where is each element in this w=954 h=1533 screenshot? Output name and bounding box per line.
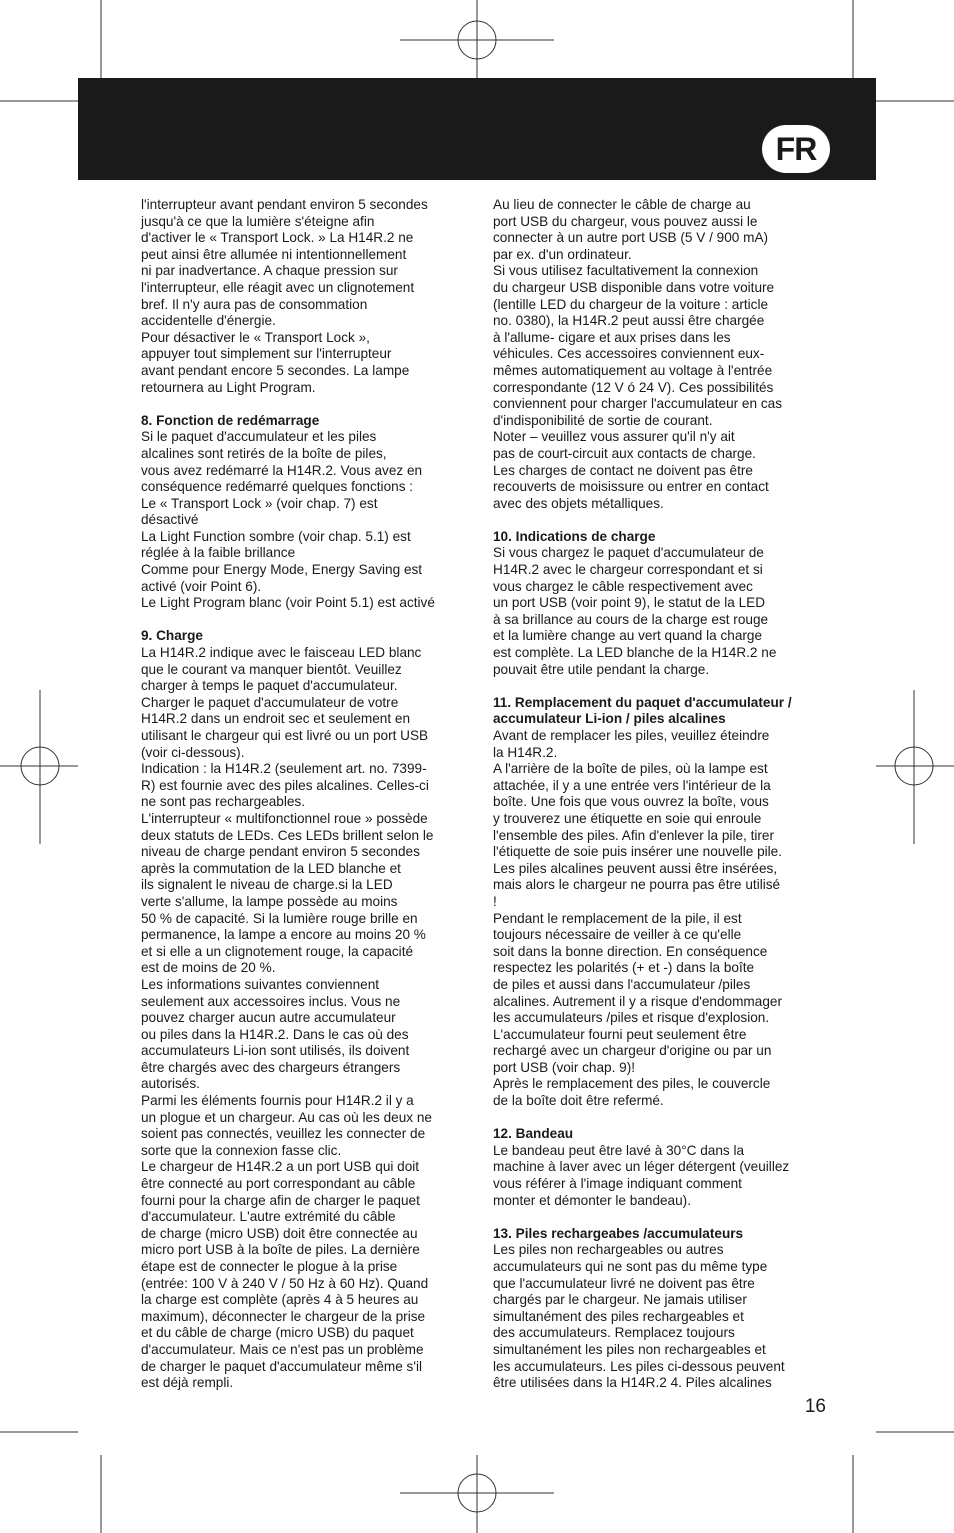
text-line: L'interrupteur « multifonctionnel roue » possède [141,810,428,826]
text-line: Les charges de contact ne doivent pas être [493,462,753,478]
text-line: accumulateurs Li-ion sont utilisés, ils doivent [141,1043,410,1059]
text-line: conviennent pour charger l'accumulateur en cas [493,396,782,412]
text-line: alcalines. Autrement il y a risque d'endommager [493,993,782,1009]
text-line: des accumulateurs. Remplacez toujours [493,1325,735,1341]
text-line: et la lumière change au vert quand la charge [493,628,763,644]
text-line: 11. Remplacement du paquet d'accumulateur / [493,694,792,710]
text-line: d'accumulateur. Mais ce n'est pas un problème [141,1341,424,1357]
text-line: monter et démonter le bandeau). [493,1192,691,1208]
text-line: niveau de charge pendant environ 5 secondes [141,844,420,860]
text-line: par ex. d'un ordinateur. [493,246,632,262]
text-line: maximum), déconnecter le chargeur de la prise [141,1308,426,1324]
text-line: accumulateurs qui ne sont pas du même type [493,1259,768,1274]
text-line: Pendant le remplacement de la pile, il est [493,910,742,926]
text-line: machine à laver avec un léger détergent (veuillez [493,1159,790,1175]
text-line: permanence, la lampe a encore au moins 20 % [141,927,426,943]
text-line: du chargeur USB disponible dans votre voiture [493,279,775,295]
text-line: d'accumulateur. L'autre extrémité du câble [141,1209,396,1225]
text-line: pouvez charger aucun autre accumulateur [141,1010,396,1026]
text-line: réglée à la faible brillance [141,545,296,561]
text-line: attachée, il y a une entrée vers l'intérieur de la [493,777,771,793]
text-line: accumulateur Li-ion / piles alcalines [493,711,726,727]
text-line: alcalines sont retirés de la boîte de piles, [141,445,387,461]
text-line: accidentelle d'énergie. [141,313,276,329]
section-heading: 12. Bandeau [493,1126,574,1142]
text-line: Le bandeau peut être lavé à 30°C dans la [493,1142,745,1158]
text-line: à l'allume- cigare et aux prises dans les [493,329,731,345]
text-line: avec des objets métalliques. [493,495,664,511]
text-line: connecter à un autre port USB (5 V / 900 mA) [493,230,769,246]
text-line: appuyer tout simplement sur l'interrupteur [141,346,392,362]
text-line: simultanément les piles non rechargeables et [493,1341,766,1357]
text-line: être chargés avec des chargeurs étrangers [141,1059,401,1075]
text-line: micro port USB à la boîte de piles. La dernière [141,1242,420,1258]
text-line: deux statuts de LEDs. Ces LEDs brillent selon le [141,827,434,843]
text-line: soit dans la bonne direction. En conséquence [493,943,768,959]
text-line: que le courant va manquer bientôt. Veuillez [141,661,402,677]
text-line: chargés par le chargeur. Ne jamais utiliser [493,1292,747,1308]
text-line: Les piles non rechargeables ou autres [493,1242,724,1258]
text-line: Indication : la H14R.2 (seulement art. no. 7399- [141,761,427,777]
text-line: vous chargez le câble respectivement avec [493,578,753,594]
left-column [141,197,486,1392]
section-battery-replacement [493,695,838,1110]
text-line: de charger le paquet d'accumulateur même s'il [141,1358,422,1374]
page-number: 16 [804,1396,826,1417]
text-line: la H14R.2. [493,744,558,760]
text-line: être connecté au port correspondant au câble [141,1176,416,1192]
text-line: mêmes automatiquement au voltage à l'entrée [493,362,773,378]
section-heading [493,695,838,728]
text-line: être utilisées dans la H14R.2 4. Piles alcalines [493,1375,772,1391]
text-line: un port USB (voir point 9), le statut de la LED [493,595,766,611]
section-charge [141,628,486,1391]
text-line: d'activer le « Transport Lock. » La H14R.2 ne [141,230,414,246]
text-line: de charge (micro USB) doit être connectée au [141,1225,418,1241]
text-line: à sa brillance au cours de la charge est rouge [493,611,769,627]
text-line: activé (voir Point 6). [141,578,262,594]
text-line: boîte. Une fois que vous ouvrez la boîte, vous [493,794,769,810]
section-heading: 8. Fonction de redémarrage [141,412,320,428]
text-line: l'étiquette de soie puis insérer une nouvelle pile. [493,844,783,860]
text-line: (entrée: 100 V à 240 V / 50 Hz à 60 Hz). Quand [141,1275,429,1291]
text-line: respectez les polarités (+ et -) dans la boîte [493,960,755,976]
section-heading: 10. Indications de charge [493,528,656,544]
section-heading: 13. Piles rechargeabes /accumulateurs [493,1225,744,1241]
section-restart [141,413,486,612]
text-line: seulement aux accessoires inclus. Vous ne [141,993,401,1009]
text-line: 50 % de capacité. Si la lumière rouge brille en [141,910,418,926]
text-line: de la boîte doit être refermé. [493,1093,664,1109]
section-rechargeable-batteries [493,1226,838,1392]
text-line: d'indisponibilité de sortie de courant. [493,412,713,428]
text-line: l'interrupteur avant pendant environ 5 secondes [141,197,428,212]
text-line: après la commutation de la LED blanche et [141,860,401,876]
text-line: Noter – veuillez vous assurer qu'il n'y ait [493,429,735,445]
text-line: (lentille LED du chargeur de la voiture : article [493,296,769,312]
section-headband [493,1126,838,1209]
text-line: no. 0380), la H14R.2 peut aussi être chargée [493,313,765,329]
text-line: ne sont pas rechargeables. [141,794,305,810]
intro-paragraph [493,197,838,512]
text-line: Charger le paquet d'accumulateur de votre [141,694,399,710]
header-banner [78,78,876,180]
text-line: vous référer à l'image indiquant comment [493,1176,742,1192]
text-line: Si vous utilisez facultativement la connexion [493,263,759,279]
text-line: désactivé [141,512,199,528]
text-line: bref. Il n'y aura pas de consommation [141,296,368,312]
text-line: est déjà rempli. [141,1375,234,1391]
text-line: Les informations suivantes conviennent [141,976,380,992]
text-line: véhicules. Ces accessoires conviennent eux- [493,346,765,362]
text-line: La Light Function sombre (voir chap. 5.1) est [141,528,411,544]
text-line: Le chargeur de H14R.2 a un port USB qui doit [141,1159,420,1175]
text-line: un plogue et un chargeur. Au cas où les deux ne [141,1109,432,1125]
text-line: et du câble de charge (micro USB) du paquet [141,1325,414,1341]
text-line: Le Light Program blanc (voir Point 5.1) est activé [141,595,435,611]
text-line: peut ainsi être allumée ni intentionnellement [141,246,407,262]
text-line: et si elle a un clignotement rouge, la capacité [141,943,414,959]
text-line: de piles et aussi dans l'accumulateur /piles [493,976,751,992]
text-line: port USB du chargeur, vous pouvez aussi le [493,213,758,229]
text-line: L'accumulateur fourni peut seulement être [493,1026,747,1042]
text-line: (voir ci-dessous). [141,744,245,760]
right-column [493,197,838,1392]
text-line: la charge est complète (après 4 à 5 heures au [141,1292,419,1308]
text-line: Comme pour Energy Mode, Energy Saving est [141,562,423,578]
text-line: R) est fournie avec des piles alcalines. Celles-ci [141,777,429,793]
text-line: Parmi les éléments fournis pour H14R.2 il y a [141,1093,414,1109]
text-line: correspondante (12 V ó 24 V). Ces possibilités [493,379,774,395]
text-line: Les piles alcalines peuvent aussi être insérées, [493,860,778,876]
text-line: recouverts de moisissure ou entrer en contact [493,479,769,495]
text-line: mais alors le chargeur ne pourra pas être utilisé [493,877,781,893]
text-line: La H14R.2 indique avec le faisceau LED blanc [141,645,422,661]
text-line: est complète. La LED blanche de la H14R.2 ne [493,645,777,661]
text-line: ! [493,893,497,909]
language-badge: FR [762,125,830,173]
text-line: est de moins de 20 %. [141,960,276,976]
text-line: y trouverez une étiquette en soie qui enroule [493,810,762,826]
section-heading: 9. Charge [141,628,203,644]
text-line: toujours nécessaire de veiller à ce qu'elle [493,927,742,943]
text-line: ils signalent le niveau de charge.si la LED [141,877,393,893]
text-line: jusqu'à ce que la lumière s'éteigne afin [141,213,375,229]
text-line: utilisant le chargeur qui est livré ou un port USB [141,728,429,743]
text-line: charger à temps le paquet d'accumulateur. [141,678,398,694]
text-line: Pour désactiver le « Transport Lock », [141,329,370,345]
intro-paragraph [141,197,486,396]
text-line: les accumulateurs. Les piles ci-dessous peuvent [493,1358,785,1374]
text-line: H14R.2 dans un endroit sec et seulement en [141,711,411,727]
text-line: ni par inadvertance. A chaque pression sur [141,263,398,279]
text-line: Si le paquet d'accumulateur et les piles [141,429,377,445]
text-line: Avant de remplacer les piles, veuillez éteindre [493,728,770,743]
text-line: retournera au Light Program. [141,379,316,395]
text-line: conséquence redémarré quelques fonctions : [141,479,414,495]
text-line: port USB (voir chap. 9)! [493,1059,636,1075]
text-line: A l'arrière de la boîte de piles, où la lampe est [493,761,768,777]
text-line: Si vous chargez le paquet d'accumulateur de [493,545,764,561]
text-line: étape est de connecter le plogue à la prise [141,1259,398,1274]
text-line: rechargé avec un chargeur d'origine ou par un [493,1043,772,1059]
text-line: l'ensemble des piles. Afin d'enlever la pile, tirer [493,827,774,843]
text-line: les accumulateurs /piles et risque d'explosion. [493,1010,770,1026]
text-line: sorte que la connexion fasse clic. [141,1142,342,1158]
text-line: Au lieu de connecter le câble de charge au [493,197,751,212]
text-line: simultanément des piles rechargeables et [493,1308,744,1324]
text-line: l'interrupteur, elle réagit avec un clignotement [141,279,415,295]
text-line: pas de court-circuit aux contacts de charge. [493,445,756,461]
section-charge-indications [493,529,838,678]
text-line: autorisés. [141,1076,200,1092]
text-line: verte s'allume, la lampe possède au moins [141,893,398,909]
text-line: fourni pour la charge afin de charger le paquet [141,1192,420,1208]
text-line: vous avez redémarré la H14R.2. Vous avez en [141,462,423,478]
text-line: soient pas connectés, veuillez les connecter de [141,1126,426,1142]
text-line: Après le remplacement des piles, le couvercle [493,1076,771,1092]
text-line: Le « Transport Lock » (voir chap. 7) est [141,495,378,511]
text-line: H14R.2 avec le chargeur correspondant et si [493,562,763,578]
text-line: que l'accumulateur livré ne doivent pas être [493,1275,755,1291]
text-line: pouvait être utile pendant la charge. [493,661,710,677]
text-line: avant pendant encore 5 secondes. La lampe [141,362,410,378]
text-line: ou piles dans la H14R.2. Dans le cas où des [141,1026,409,1042]
